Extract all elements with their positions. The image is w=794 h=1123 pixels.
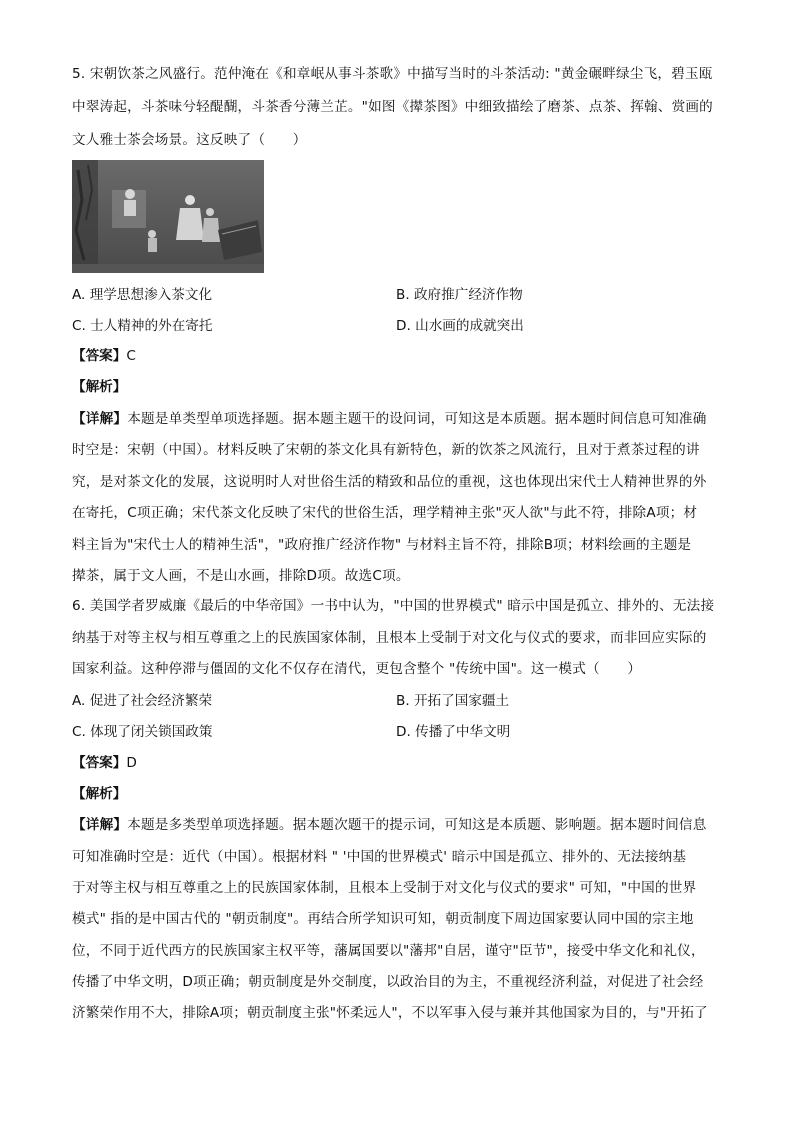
- q6-detail-line-3: 于对等主权与相互尊重之上的民族国家体制，且根本上受制于对文化与仪式的要求" 可知，"中国的世界: [72, 880, 697, 896]
- q6-answer: [72, 753, 137, 773]
- q6-answer-tag: 【答案】: [72, 755, 127, 771]
- q6-detail-line-1: [72, 815, 732, 835]
- q6-answer-value: D: [126, 755, 137, 771]
- q5-detail-line-5: 料主旨为"宋代士人的精神生活"，"政府推广经济作物" 与材料主旨不符，排除B项；材料绘画的主题是: [72, 537, 692, 553]
- q6-analysis-tag: 【解析】: [72, 786, 127, 802]
- q6-option-d: D. 传播了中华文明: [396, 724, 511, 740]
- q5-detail-line-1: [72, 409, 732, 429]
- q5-answer: [72, 346, 136, 366]
- q6-stem-line-1: 6. 美国学者罗威廉《最后的中华帝国》一书中认为，"中国的世界模式" 暗示中国是孤立、排外的、无法接: [72, 598, 715, 614]
- q5-detail-line-4: 在寄托，C项正确；宋代茶文化反映了宋代的世俗生活，理学精神主张"灭人欲"与此不符，排除A项；材: [72, 505, 698, 521]
- q5-option-c: C. 士人精神的外在寄托: [72, 318, 213, 334]
- q6-option-c: C. 体现了闭关锁国政策: [72, 724, 213, 740]
- q5-stem-line-2: 中翠涛起，斗茶味兮轻醍醐，斗茶香兮薄兰芷。"如图《撵茶图》中细致描绘了磨茶、点茶、挥翰、赏画的: [72, 99, 713, 115]
- q6-detail-line-7: 济繁荣作用不大，排除A项；朝贡制度主张"怀柔远人"，不以军事入侵与兼并其他国家为目的，与"开拓了: [72, 1005, 708, 1021]
- q6-detail-line-6: 传播了中华文明，D项正确；朝贡制度是外交制度，以政治目的为主，不重视经济利益，对促进了社会经: [72, 974, 704, 990]
- q6-option-a: A. 促进了社会经济繁荣: [72, 693, 213, 709]
- q5-analysis-tag: 【解析】: [72, 379, 127, 395]
- q6-detail-tag: 【详解】: [72, 817, 128, 833]
- tea-painting-image: [72, 160, 264, 273]
- q6-detail-text-1: 本题是多类型单项选择题。据本题次题干的提示词，可知这是本质题、影响题。据本题时间信息: [127, 817, 707, 833]
- q6-detail-line-4: 模式" 指的是中国古代的 "朝贡制度"。再结合所学知识可知，朝贡制度下周边国家要认同中国的宗主地: [72, 911, 694, 927]
- q5-option-b: B. 政府推广经济作物: [396, 287, 523, 303]
- q5-detail-line-3: 究，是对茶文化的发展，这说明时人对世俗生活的精致和品位的重视，这也体现出宋代士人精神世界的外: [72, 474, 707, 490]
- q6-stem-line-3: 国家利益。这种停滞与僵固的文化不仅存在清代，更包含整个 "传统中国"。这一模式（ ）: [72, 661, 642, 677]
- q5-stem-line-3: 文人雅士茶会场景。这反映了（ ）: [72, 132, 307, 148]
- q6-detail-line-5: 位，不同于近代西方的民族国家主权平等，藩属国要以"藩邦"自居，谨守"臣节"，接受中华文化和礼仪，: [72, 943, 705, 959]
- q5-answer-tag: 【答案】: [72, 348, 127, 364]
- q5-detail-line-6: 撵茶，属于文人画，不是山水画，排除D项。故选C项。: [72, 568, 410, 584]
- q5-detail-tag: 【详解】: [72, 411, 128, 427]
- q5-stem-line-1: 5. 宋朝饮茶之风盛行。范仲淹在《和章岷从事斗茶歌》中描写当时的斗茶活动: "黄金碾畔绿尘飞，碧玉瓯: [72, 66, 713, 82]
- q6-stem-line-2: 纳基于对等主权与相互尊重之上的民族国家体制，且根本上受制于对文化与仪式的要求，而非回应实际的: [72, 630, 707, 646]
- q6-option-b: B. 开拓了国家疆土: [396, 693, 510, 709]
- q6-detail-line-2: 可知准确时空是：近代（中国）。根据材料 " '中国的世界模式' 暗示中国是孤立、排外的、无法接纳基: [72, 849, 687, 865]
- q5-detail-line-2: 时空是：宋朝（中国）。材料反映了宋朝的茶文化具有新特色，新的饮茶之风流行，且对于煮茶过程的讲: [72, 442, 700, 458]
- q5-answer-value: C: [126, 348, 136, 364]
- q5-detail-text-1: 本题是单类型单项选择题。据本题主题干的设问词，可知这是本质题。据本题时间信息可知准确: [127, 411, 707, 427]
- q5-option-d: D. 山水画的成就突出: [396, 318, 524, 334]
- q5-option-a: A. 理学思想渗入茶文化: [72, 287, 213, 303]
